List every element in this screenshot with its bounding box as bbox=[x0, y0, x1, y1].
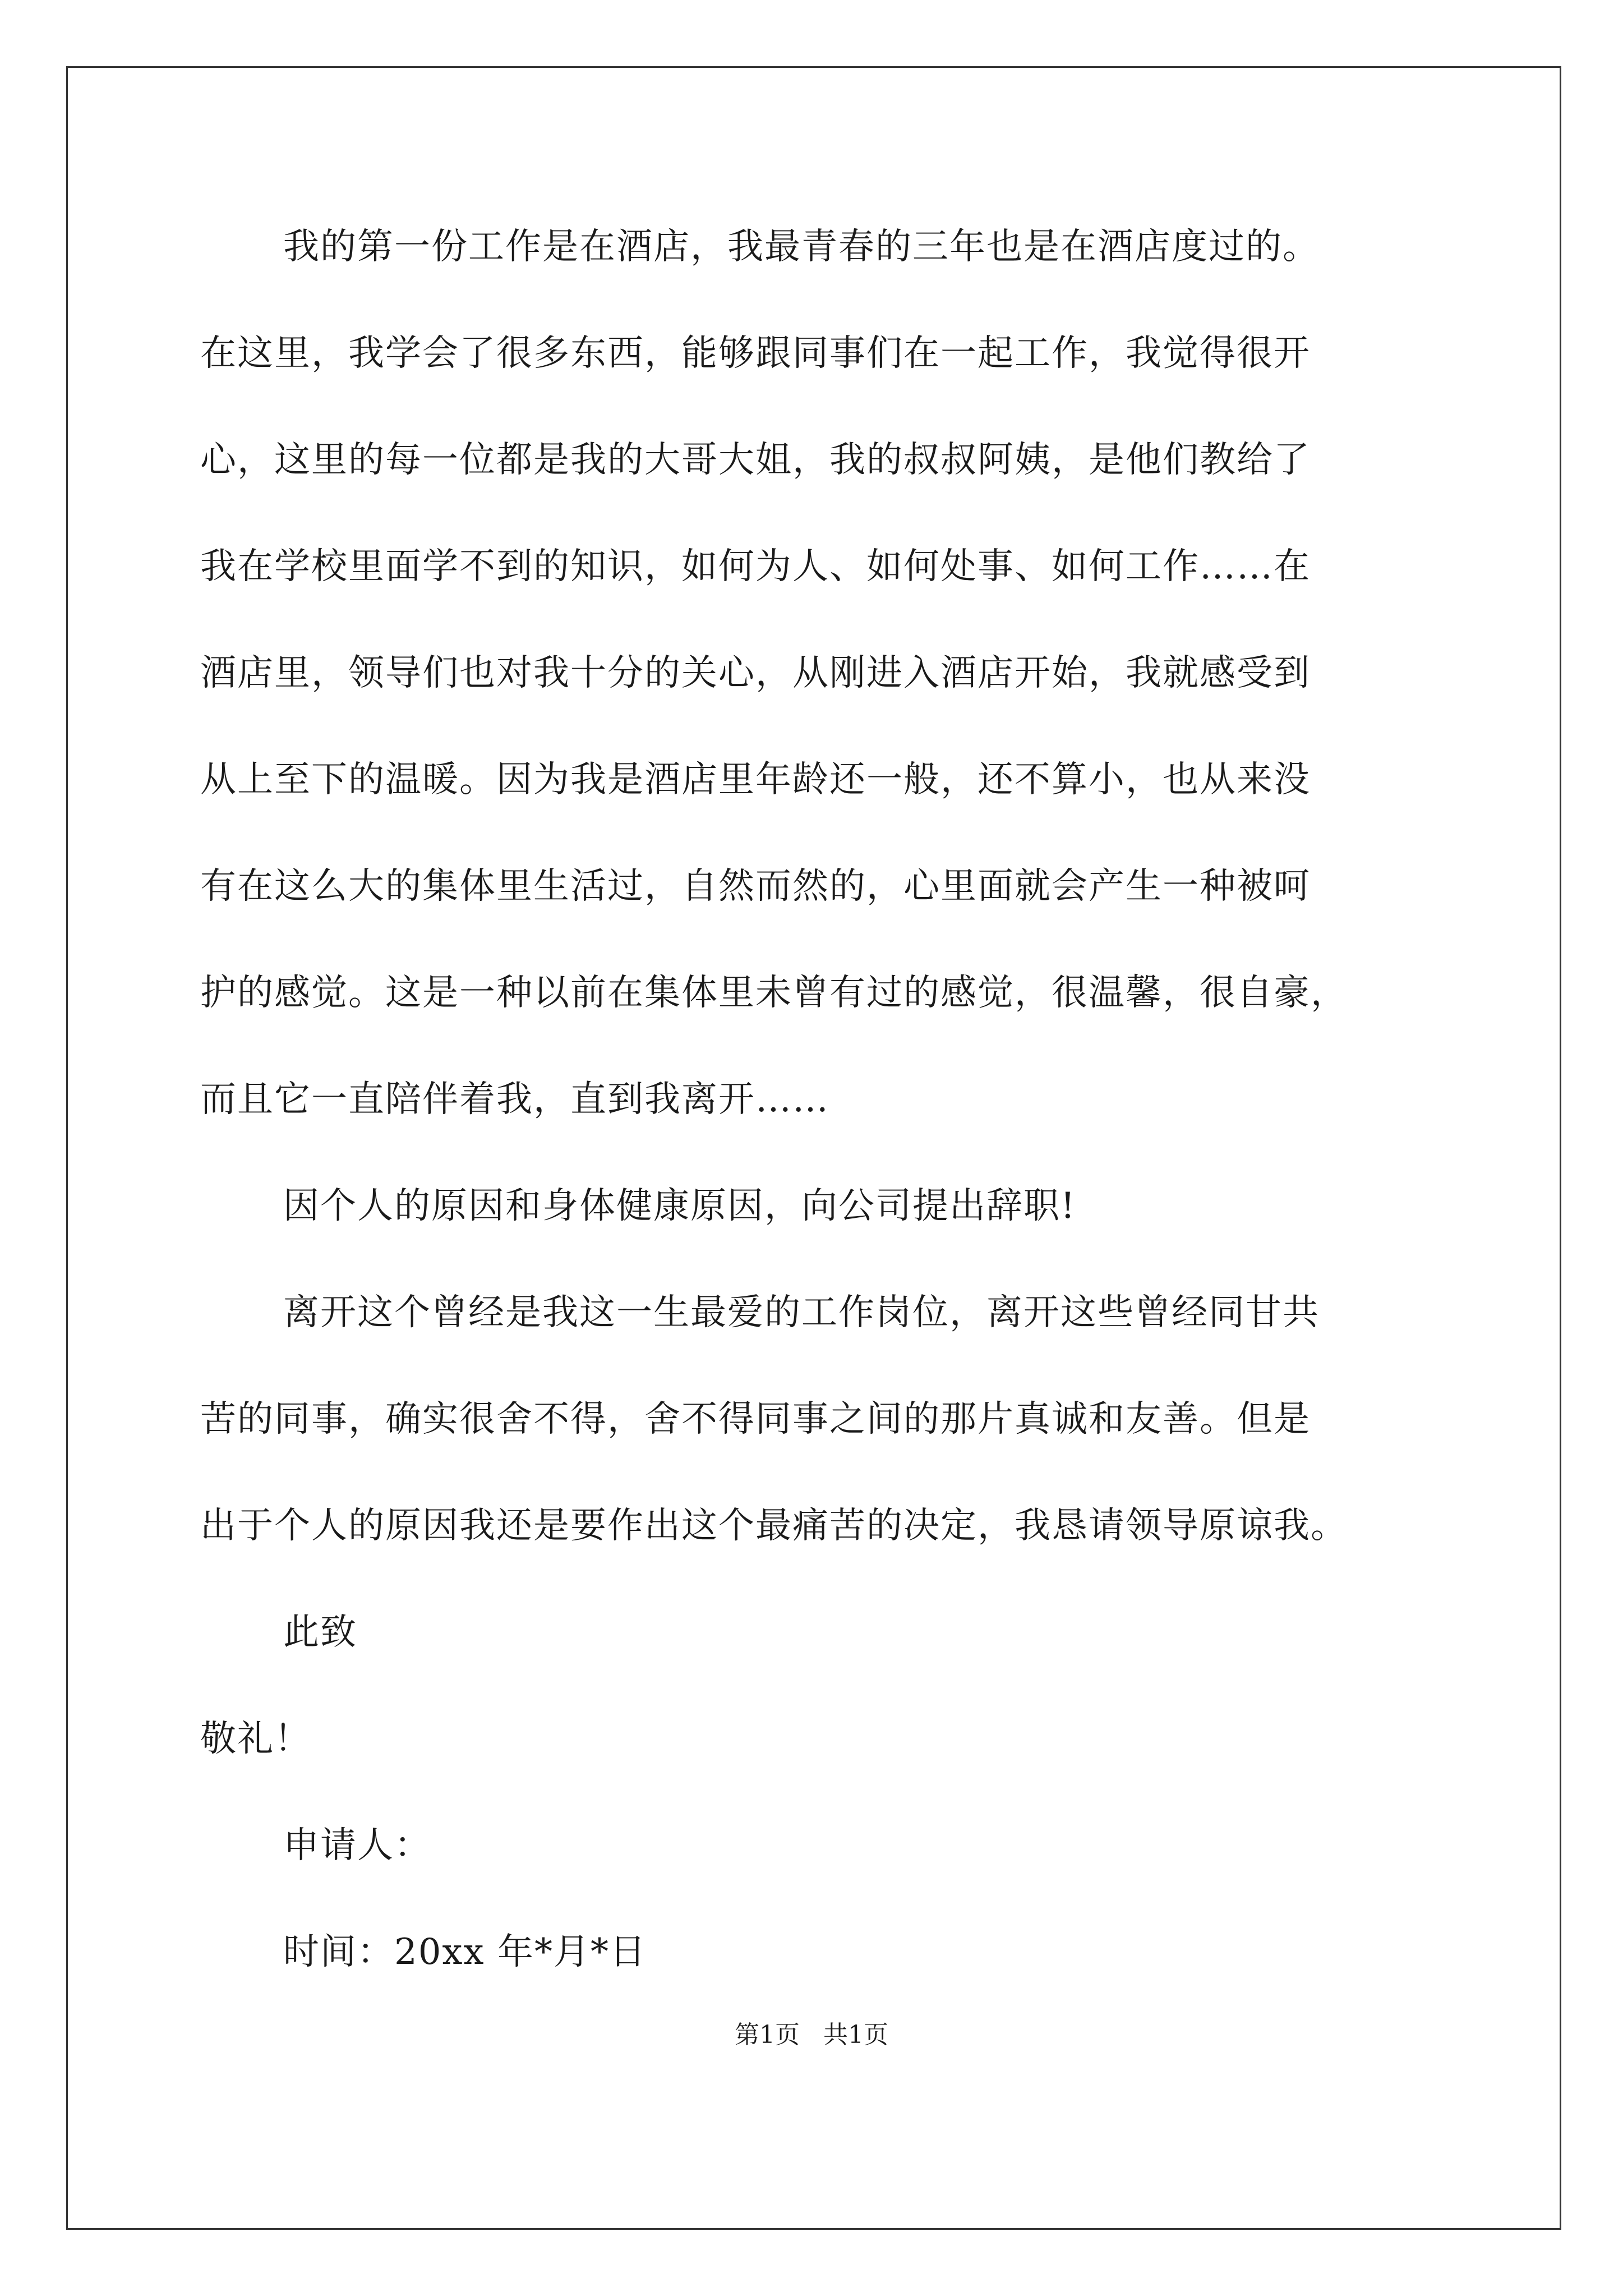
paragraph-1-line-4: 我在学校里面学不到的知识，如何为人、如何处事、如何工作……在 bbox=[200, 546, 1311, 587]
paragraph-3-line-3: 出于个人的原因我还是要作出这个最痛苦的决定，我恳请领导原谅我。 bbox=[200, 1505, 1348, 1547]
paragraph-2-line-1: 因个人的原因和身体健康原因，向公司提出辞职! bbox=[283, 1185, 1076, 1227]
paragraph-1-line-3: 心，这里的每一位都是我的大哥大姐，我的叔叔阿姨，是他们教给了 bbox=[200, 439, 1311, 481]
applicant-label: 申请人： bbox=[283, 1825, 431, 1866]
date-label: 时间：20xx 年*月*日 bbox=[283, 1931, 647, 1973]
page-border bbox=[66, 66, 1561, 2230]
paragraph-1-line-7: 有在这么大的集体里生活过，自然而然的，心里面就会产生一种被呵 bbox=[200, 866, 1311, 907]
paragraph-1-line-6: 从上至下的温暖。因为我是酒店里年龄还一般，还不算小，也从来没 bbox=[200, 759, 1311, 800]
paragraph-1-line-5: 酒店里，领导们也对我十分的关心，从刚进入酒店开始，我就感受到 bbox=[200, 652, 1311, 694]
paragraph-3-line-2: 苦的同事，确实很舍不得，舍不得同事之间的那片真诚和友善。但是 bbox=[200, 1398, 1311, 1440]
paragraph-1-line-1: 我的第一份工作是在酒店，我最青春的三年也是在酒店度过的。 bbox=[283, 226, 1320, 268]
paragraph-3-line-1: 离开这个曾经是我这一生最爱的工作岗位，离开这些曾经同甘共 bbox=[283, 1292, 1320, 1333]
paragraph-1-line-8: 护的感觉。这是一种以前在集体里未曾有过的感觉，很温馨，很自豪， bbox=[200, 972, 1348, 1014]
closing-salutation: 此致 bbox=[283, 1612, 357, 1653]
closing-regards: 敬礼！ bbox=[200, 1718, 311, 1760]
paragraph-1-line-9: 而且它一直陪伴着我，直到我离开…… bbox=[200, 1079, 829, 1120]
page-footer: 第1页 共1页 bbox=[735, 2021, 888, 2049]
paragraph-1-line-2: 在这里，我学会了很多东西，能够跟同事们在一起工作，我觉得很开 bbox=[200, 333, 1311, 374]
